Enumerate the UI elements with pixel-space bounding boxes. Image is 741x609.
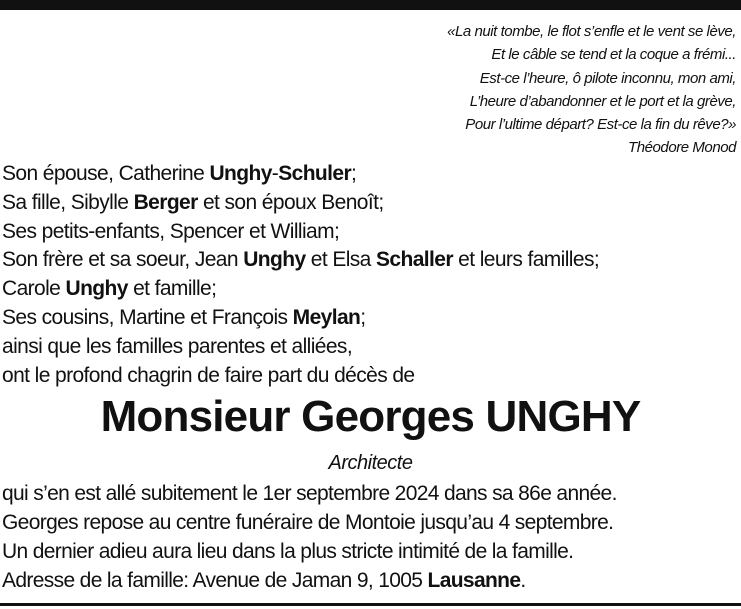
family-daughter: Sa fille, Sibylle Berger et son époux Benoît;: [2, 190, 384, 214]
details-block: [2, 479, 738, 595]
rest-location: Georges repose au centre funéraire de Montoie jusqu’au 4 septembre.: [2, 511, 614, 534]
farewell-notice: Un dernier adieu aura lieu dans la plus stricte intimité de la famille.: [2, 540, 574, 563]
top-border: [0, 0, 741, 10]
poem-author: Théodore Monod: [628, 139, 736, 157]
family-siblings: Son frère et sa soeur, Jean Unghy et Elsa Schaller et leurs familles;: [2, 248, 600, 272]
family-carole: Carole Unghy et famille;: [2, 277, 217, 301]
announcement-text: ont le profond chagrin de faire part du décès de: [2, 363, 415, 387]
poem-line: Et le câble se tend et la coque a frémi...: [491, 46, 736, 64]
family-list: [2, 160, 738, 390]
bottom-border: [0, 603, 741, 606]
deceased-name: Monsieur Georges UNGHY: [100, 392, 641, 441]
poem-line: L’heure d’abandonner et le port et la grève,: [469, 92, 736, 110]
family-cousins: Ses cousins, Martine et François Meylan;: [2, 305, 366, 329]
family-spouse: Son épouse, Catherine Unghy-Schuler;: [2, 162, 357, 185]
family-grandchildren: Ses petits-enfants, Spencer et William;: [2, 219, 340, 243]
poem-line: Est-ce l’heure, ô pilote inconnu, mon ami,: [479, 69, 736, 87]
poem-quote: [316, 20, 736, 160]
family-relatives: ainsi que les familles parentes et alliées,: [2, 334, 353, 358]
death-notice: qui s’en est allé subitement le 1er septembre 2024 dans sa 86e année.: [2, 482, 617, 505]
poem-line: Pour l’ultime départ? Est-ce la fin du rêve?»: [465, 116, 736, 134]
deceased-profession: Architecte: [328, 452, 413, 474]
poem-line: «La nuit tombe, le flot s’enfle et le vent se lève,: [447, 23, 736, 40]
family-address: Adresse de la famille: Avenue de Jaman 9, 1005 Lausanne.: [2, 569, 526, 592]
